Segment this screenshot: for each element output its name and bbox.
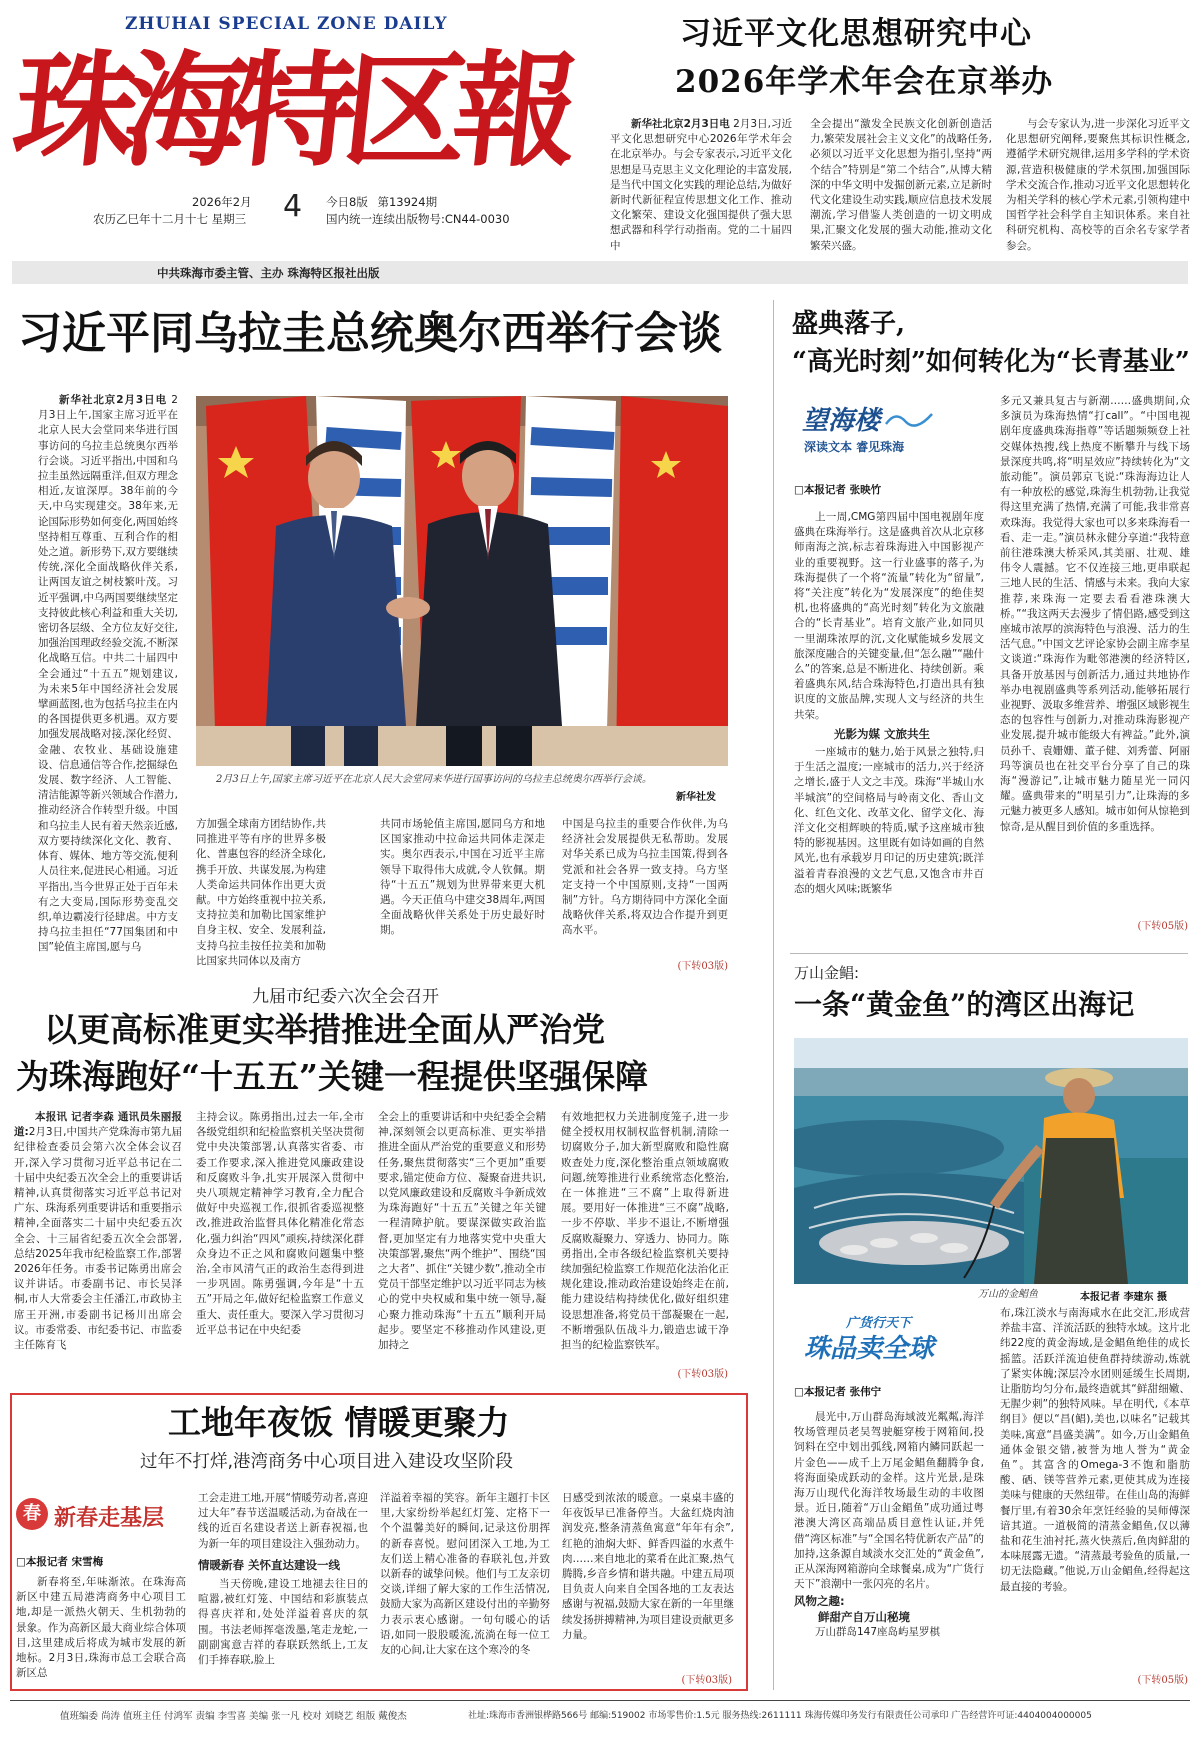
ny-tag-text: 新春走基层 (54, 1505, 165, 1531)
anti-col3-text: 全会上的重要讲话和中央纪委全会精神,深刻领会以更高标准、更实举措推进全面从严治党的重要意义和形势任务,聚焦贯彻落实“三个更加”重要要求,锚定使命方位、凝聚奋进共识,以党风廉政建设和反腐败斗争新成效为珠海跑好“十五五”关键之年关键一程清障护航。要谋深做实政治监督,更加坚定有力地落实党中央重大决策部署,聚焦“两个维护”、围绕“国之大者”、抓住“关键少数”,推动全市党员干部坚定维护以习近平同志为核心的党中央权威和集中统一领导,凝心聚力推动珠海“十五五”顺利开局起步。要坚定不移推动作风建设,更加持之 (378, 1111, 546, 1352)
side-byline: □本报记者 张映竹 (794, 484, 882, 496)
masthead-chinese-name: 珠海特区報 (6, 39, 572, 184)
top-headline-line1: 习近平文化思想研究中心 (680, 16, 1032, 52)
issue-number: 第13924期 (377, 195, 438, 209)
side-headline-line1: 盛典落子, (792, 309, 906, 339)
ny-column-tag (16, 1497, 186, 1533)
date-day: 4 (283, 189, 303, 224)
lead-bottom-col1 (196, 817, 326, 969)
footer-editors: 值班编委 尚涛 值班主任 付鸿军 责编 李雪喜 美编 张一凡 校对 刘晓艺 组版 戴俊杰 (60, 1711, 407, 1722)
top-article-col2 (810, 117, 992, 263)
fish-sub: 风物之趣: (794, 1594, 845, 1609)
fish-photo-credit: 本报记者 李建东 摄 (1080, 1292, 1167, 1303)
fish-photo-svg (794, 1038, 1188, 1284)
fish-col1-text: 晨光中,万山群岛海域波光粼粼,海洋牧场管理员老吴驾驶艇穿梭于网箱间,投饲料在空中划出弧线,网箱内鳞同跃起一片金色——成千上万尾金鲳鱼翻腾争食,将海面染成跃动的金样。这片光景,是珠海万山现代化海洋牧场最生动的丰收图景。近日,随着“万山金鲳鱼”成功通过粤港澳大湾区高端品质目意性认证,并凭借“湾区标准”与“全国名特优新农产品”的加持,这条源自域淡水交汇处的“黄金鱼”,正从深海网箱游向全球餐桌,成为“广货行天下”浪潮中一张闪亮的名片。 (794, 1411, 984, 1591)
spring-badge: 春 (16, 1498, 48, 1530)
side-col2-text: 多元又兼具复古与新潮……盛典期间,众多演员为珠海热情“打call”。“中国电视剧年度盛典珠海指尊”等话题频频登上社交媒体热搜,线上热度不断攀升与线下场景深度共鸣,将“明星效应”持续转化为“文旅动能”。演员郭京飞说:“珠海海边让人有一种放松的感觉,珠海生机勃勃,让我觉得这里充满了热情,充满了可能,我非常喜欢珠海。我觉得大家也可以多来珠海看一看、走一走。”演员林永健分享道:“我特意前往港珠澳大桥采风,其美丽、壮观、雄伟令人震撼。它不仅连接三地,更串联起三地人民的生活、情感与未来。我向大家推荐,来珠海一定要去看看港珠澳大桥。”“我这两天去漫步了情侣路,感受到这座城市浓厚的滨海特色与浪漫、活力的生活气息。”中国文艺评论家协会副主席李星文谈道:“珠海作为毗邻港澳的经济特区,具备开放基因与创新活力,通过共地协作举办电视剧盛典等系列活动,能够拓展行业视野、汲取多维营养、增强区域影视生态的包容性与创新力,对推动珠海影视产业发展,提升城市能级大有裨益。”此外,演员孙千、袁姗姗、董子健、刘秀蕾、阿丽玛等演员也在社交平台分享了自己的珠海“漫游记”,让城市魅力随星光一同闪耀。盛典带来的“明星引力”,让珠海的多元魅力被更多人感知。城市如何从惊艳到惊奇,是从醒目到价值的多重选择。 (1000, 395, 1190, 833)
top-col1-text: 2月3日,习近平文化思想研究中心2026年学术年会在北京举办。与会专家表示,习近平文化思想是马克思主义文化理论的丰富发展,是当代中国文化实践的理论总结,为做好新时代新征程宣传思想文化工作、推动文化繁荣、建设文化强国提供了强大思想武器和科学行动指南。党的二十届四中 (610, 118, 792, 252)
anti-headline-line1: 以更高标准更实举措推进全面从严治党 (44, 1010, 605, 1049)
anti-col1 (14, 1110, 182, 1380)
ny-subhead: 过年不打烊,港湾商务中心项目进入建设攻坚阶段 (140, 1452, 514, 1472)
anti-col2-text: 主持会议。陈勇指出,过去一年,全市各级党组织和纪检监察机关坚决贯彻党中央决策部署,认真落实省委、市委工作要求,深入推进党风廉政建设和反腐败斗争,扎实开展深入贯彻中央八项规定精神学习教育,全力配合做好中央巡视工作,很抓省委巡视整改,推进政治监督具体化精准化常态化,强力纠治“四风”顽疾,持续深化群众身边不正之风和腐败问题集中整治,全市风清气正的政治生态得到进一步巩固。陈勇强调,今年是“十五五”开局之年,做好纪检监察工作意义重大、责任重大。要深入学习贯彻习近平总书记在中央纪委 (196, 1111, 364, 1336)
side-col1-text: 上一周,CMG第四届中国电视剧年度盛典在珠海举行。这是盛典首次从北京移师南海之滨,标志着珠海进入中国影视产业的重要视野。这一行业盛事的落子,为珠海提供了一个将“流量”转化为“留量”,将“关注度”转化为“发展深度”的绝佳契机,也将盛典的“高光时刻”转化为文旅融合的“长青基业”。培育文旅产业,如同贝一里湖珠浓厚的沉,文化赋能城乡发展文旅深度融合的关键变量,但“怎么融”“融什么”的答案,总是不断进化、持续创新。乘着盛典东风,结合珠海特色,打造出具有独识度的文旅品牌,实现人文与经济的共生共荣。 (794, 511, 984, 721)
side-divider (790, 953, 1188, 954)
lead-bottom-col2 (380, 817, 545, 969)
lead-b-col1-text: 方加强全球南方团结协作,共同推进平等有序的世界多极化、普惠包容的经济全球化,携手开放、共谋发展,为构建人类命运共同体作出更大贡献。中方始终重视中拉关系,支持拉美和加勒比国家维护自身主权、安全、发展利益,支持乌拉圭按任拉美和加勒比国家共同体以及南方 (196, 818, 326, 967)
lead-photo-svg (196, 396, 728, 766)
fish-continued[interactable]: (下转05版) (1137, 1675, 1188, 1686)
guanghuo-column-logo (800, 1310, 960, 1380)
fish-photo (794, 1038, 1188, 1284)
anti-headline-line2: 为珠海跑好“十五五”关键一程提供坚强保障 (16, 1057, 648, 1096)
guanghuo-logo-line1: 广货行天下 (846, 1316, 912, 1331)
footer-address: 社址:珠海市香洲银桦路566号 邮编:519002 市场零售价:1.5元 服务热线:2611111 珠海传媒印务发行有限责任公司承印 广告经营许可证:4404004000005 (468, 1711, 1092, 1721)
side-col1 (794, 510, 984, 986)
ny-byline: □本报记者 宋雪梅 (16, 1556, 104, 1568)
column-divider (773, 300, 774, 1690)
lead-photo (196, 396, 728, 766)
ny-col4-text: 日感受到浓浓的暖意。一桌桌丰盛的年夜饭早已准备停当。大盆红烧肉油润发亮,整条清蒸鱼寓意“年年有余”,红艳的油焖大虾、鲜香四溢的水煮牛肉……来自地北的菜肴在此汇聚,热气腾腾,乡音乡情和谐共融。中建五局项目负责人向来自全国各地的工友表达感谢与祝福,鼓励大家在新的一年里继续发扬拼搏精神,为项目建设贡献更多力量。 (562, 1492, 734, 1641)
top-headline-line2: 2026年学术年会在京举办 (675, 64, 1054, 100)
fish-col1 (794, 1410, 984, 1680)
top-article-col3 (1006, 117, 1190, 263)
lead-continued[interactable]: (下转03版) (677, 961, 728, 972)
lead-photo-credit: 新华社发 (676, 792, 716, 803)
fish-sub2: 鲜甜产自万山秘境 (818, 1609, 910, 1624)
lead-b-col3-text: 中国是乌拉圭的重要合作伙伴,为乌经济社会发展提供无私帮助。发展对华关系已成为乌拉圭国策,得到各党派和社会各界一致支持。乌方坚定支持一个中国原则,支持“一国两制”方针。乌方期待同中方深化全面战略伙伴关系,将双边合作提升到更高水平。 (562, 818, 728, 937)
fish-kicker: 万山金鲳: (794, 964, 860, 982)
side-col1b-text: 一座城市的魅力,始于风景之独特,归于生活之温度;一座城市的活力,兴于经济之增长,盛于人文之丰茂。珠海“半城山水半城滨”的空间格局与岭南文化、香山文化、红色文化、改革文化、留学文化、海洋文化交相辉映的特质,赋予这座城市独特的影视基因。这里既有如诗如画的自然风光,也有承载岁月印记的历史建筑;既洋溢着青春浪漫的文艺气息,又饱含市井百态的烟火风味;既繁华 (794, 746, 984, 895)
fish-col1b-text: 万山群岛147座岛屿星罗棋 (815, 1625, 941, 1638)
fish-col2-text: 布,珠江淡水与南海咸水在此交汇,形成营养盐丰富、洋流活跃的独特水域。这片北纬22度的黄金海域,是金鲳鱼绝佳的成长摇篮。活跃洋流迫使鱼群持续游动,炼就了紧实体魄;深层冷水团则延缓生长周期,让脂肪均匀分布,最终造就其“鲜甜细嫩、无腥少刺”的独特风味。早在明代,《本草纲目》便以“昌(鲳),美也,以味名”记载其美味,寓意“昌盛美满”。如今,万山金鲳鱼通体金银交错,被誉为地人誉为“黄金鱼”。其富含的Omega-3不饱和脂肪酸、硒、镁等营养元素,更使其成为连接美味与健康的天然纽带。在佳山岛的海鲜餐厅里,有着30余年烹饪经验的吴师傅深谙其道。一道极简的清蒸金鲳鱼,仅以薄盐和花生油衬托,蒸火快蒸后,鱼肉鲜甜的本味展露无遗。“清蒸最考验鱼的质量,一切无法隐藏。”他说,万山金鲳鱼,经得起这最直接的考验。 (1000, 1307, 1190, 1593)
side-headline-line2: “高光时刻”如何转化为“长青基业” (792, 347, 1190, 377)
top-col3-text: 与会专家认为,进一步深化习近平文化思想研究阐释,要聚焦其标识性概念,遵循学术研究规律,运用多学科的学术资源,营造积极健康的学术氛围,加强国际学术交流合作,推动习近平文化思想转化为相关学科的核心学术元素,引领构建中国哲学社会科学自主知识体系。来自社科研究机构、高校等的百余名专家学者参会。 (1006, 118, 1190, 252)
ny-headline: 工地年夜饭 情暖更聚力 (168, 1403, 510, 1442)
anti-col2 (196, 1110, 364, 1380)
ny-col3-text: 洋溢着幸福的笑容。新年主题打卡区里,大家纷纷举起红灯笼、定格下一个个温馨美好的瞬间,记录这份朋挥的新春喜悦。慰问团深入工地,为工友们送上精心准备的春联礼包,并致以新春的诚挚问候。他们与工友亲切交谈,详细了解大家的工作生活情况,鼓励大家为高新区建设付出的辛勤努力表示衷心感谢。一句句暖心的话语,如同一股股暖流,流淌在每一位工友的心间,让大家在这个寒冷的冬 (380, 1492, 550, 1657)
side-continued[interactable]: (下转05版) (1137, 921, 1188, 932)
fish-headline: 一条“黄金鱼”的湾区出海记 (794, 988, 1135, 1021)
cn-number: 国内统一连续出版物号:CN44-0030 (326, 212, 510, 226)
anti-col1-text: 2月3日,中国共产党珠海市第九届纪律检查委员会第六次全体会议召开,深入学习贯彻习近平总书记在二十届中央纪委五次全会上的重要讲话精神,认真贯彻落实习近平总书记对广东、珠海系列重要讲话和重要指示精神,全面落实二十届中央纪委五次全会、十三届省纪委五次全会部署,总结2025年我市纪检监察工作,部署2026年任务。市委书记陈勇出席会议并讲话。市委副书记、市长吴泽桐,市人大常委会主任潘江,市政协主席王开洲,市委副书记杨川出席会议。市委常委、市纪委书记、市监委主任陈育飞 (14, 1126, 182, 1352)
masthead-english-name: ZHUHAI SPECIAL ZONE DAILY (125, 14, 448, 34)
sponsor-bar (12, 261, 1188, 284)
lead-headline: 习近平同乌拉圭总统奥尔西举行会谈 (18, 308, 722, 359)
top-col2-text: 全会提出“激发全民族文化创新创造活力,繁荣发展社会主义文化”的战略任务,必须以习近平文化思想为指引,坚持“两个结合”特别是“第二个结合”,从博大精深的中华文明中发掘创新元素,立足新时代文化建设生动实践,顺应信息技术发展潮流,学习借鉴人类创造的一切文明成果,汇聚文化发展的强大动能,推动文化繁荣兴盛。 (810, 118, 992, 252)
ny-col2 (198, 1491, 368, 1685)
ny-col2-text: 工会走进工地,开展“情暖劳动者,喜迎过大年”春节送温暖活动,为奋战在一线的近百名建设者送上新春祝福,也为新一年的项目建设注入强劲动力。 (198, 1492, 368, 1550)
side-col2 (1000, 394, 1190, 914)
ny-col1 (16, 1575, 186, 1685)
ny-col2b-text: 当天傍晚,建设工地褪去往日的喧嚣,被红灯笼、中国结和彩旗装点得喜庆祥和,处处洋溢着喜庆的氛围。书法老师挥毫泼墨,笔走龙蛇,一副副寓意吉祥的春联跃然纸上,工友们手捧春联,脸上 (198, 1578, 368, 1667)
wanghailou-column-logo (794, 400, 934, 460)
lead-photo-caption: 2月3日上午,国家主席习近平在北京人民大会堂同来华进行国事访问的乌拉圭总统奥尔西举行会谈。 (216, 774, 652, 785)
date-line-1: 2026年2月 (192, 195, 252, 209)
lead-b-col2-text: 共同市场轮值主席国,愿同乌方和地区国家推动中拉命运共同体走深走实。奥尔西表示,中国在习近平主席领导下取得伟大成就,令人钦佩。期待“十五五”规划为世界带来更大机遇。今天正值乌中建交38周年,两国全面战略伙伴关系处于历史最好时期。 (380, 818, 545, 937)
ny-continued[interactable]: (下转03版) (681, 1675, 732, 1686)
date-line-2: 农历乙巳年十二月十七 星期三 (93, 212, 247, 226)
sponsor-text: 中共珠海市委主管、主办 珠海特区报社出版 (157, 266, 380, 280)
anti-col3 (378, 1110, 546, 1380)
anti-continued[interactable]: (下转03版) (677, 1369, 728, 1380)
fish-col2 (1000, 1306, 1190, 1674)
fish-photo-caption: 万山的金鲳鱼 (978, 1289, 1038, 1300)
anti-byline: 本报讯 记者李森 通讯员朱丽报道: (14, 1111, 182, 1139)
lead-bottom-col3 (562, 817, 728, 957)
footer-rule (10, 1700, 1190, 1701)
lead-left-column (38, 393, 178, 971)
page-count (326, 194, 437, 210)
anti-kicker: 九届市纪委六次全会召开 (252, 987, 439, 1007)
wanghailou-logo-text: 望海楼 (802, 406, 881, 436)
side-sub1: 光影为媒 文旅共生 (834, 726, 931, 741)
anti-col4 (561, 1110, 729, 1368)
fish-byline: □本报记者 张伟宁 (794, 1386, 882, 1398)
top-dateline: 新华社北京2月3日电 (631, 118, 730, 130)
ny-col3 (380, 1491, 550, 1685)
guanghuo-logo-line2: 珠品卖全球 (804, 1334, 935, 1364)
pages-label: 今日8版 (326, 195, 368, 209)
anti-col4-text: 有效地把权力关进制度笼子,进一步健全授权用权制权监督机制,清除一切腐败分子,加大新型腐败和隐性腐败查处力度,深化整治重点领域腐败问题,统筹推进行业系统常态化整治,在一体推进“三不腐”上取得新进展。要用好一体推进“三不腐”战略,一步不停歇、半步不退让,不断增强反腐败凝聚力、穿透力、协同力。陈勇指出,全市各级纪检监察机关要持续加强纪检监察工作规范化法治化正规化建设,推动政治建设始终走在前,能力建设结构持续优化,做好组织建设思想准备,将党员干部凝聚在一起,不断增强队伍战斗力,锻造忠诚干净担当的纪检监察铁军。 (561, 1111, 729, 1352)
wave-icon (884, 406, 934, 430)
ny-col4 (562, 1491, 734, 1671)
wanghailou-tag: 深读文本 睿见珠海 (804, 440, 905, 454)
lead-dateline: 新华社北京2月3日电 (59, 394, 168, 406)
lead-left-text: 2月3日上午,国家主席习近平在北京人民大会堂同来华进行国事访问的乌拉圭总统奥尔西举行会谈。习近平指出,中国和乌拉圭虽然远隔重洋,但双方理念相近,友谊深厚。38年前的今天,中乌实现建交。38年来,无论国际形势如何变化,两国始终坚持相互尊重、互利合作的相处之道。新形势下,双方要继续传统,深化全面战略伙伴关系,让两国友谊之树枝繁叶茂。习近平强调,中乌两国要继续坚定支持彼此核心利益和重大关切,密切各层级、全方位友好交往,加强治国理政经验交流,不断深化战略互信。中共二十届四中全会通过“十五五”规划建议,为未来5年中国经济社会发展擘画蓝图,也为包括乌拉圭在内的各国提供更多机遇。双方要加强发展战略对接,深化经贸、金融、农牧业、基础设施建设、信息通信等合作,挖掘绿色发展、数字经济、人工智能、清洁能源等新兴领域合作潜力,推动经济合作转型升级。中国和乌拉圭人民有着天然亲近感,双方要持续深化文化、教育、体育、媒体、地方等交流,便利人员往来,促进民心相通。习近平指出,当今世界正处于百年未有之大变局,国际形势变乱交织,单边霸凌行径肆虐。中方支持乌拉圭担任“77国集团和中国”轮值主席国,愿与乌 (38, 394, 178, 954)
ny-col1-text: 新春将至,年味渐浓。在珠海高新区中建五局港湾商务中心项目工地,却是一派热火朝天、生机勃勃的景象。作为高新区最大商业综合体项目,这里建成后将成为城市发展的新地标。2月3日,珠海市总工会联合高新区总 (16, 1576, 186, 1680)
ny-subtitle: 情暖新春 关怀直达建设一线 (198, 1557, 341, 1572)
top-article-col1 (610, 117, 792, 263)
